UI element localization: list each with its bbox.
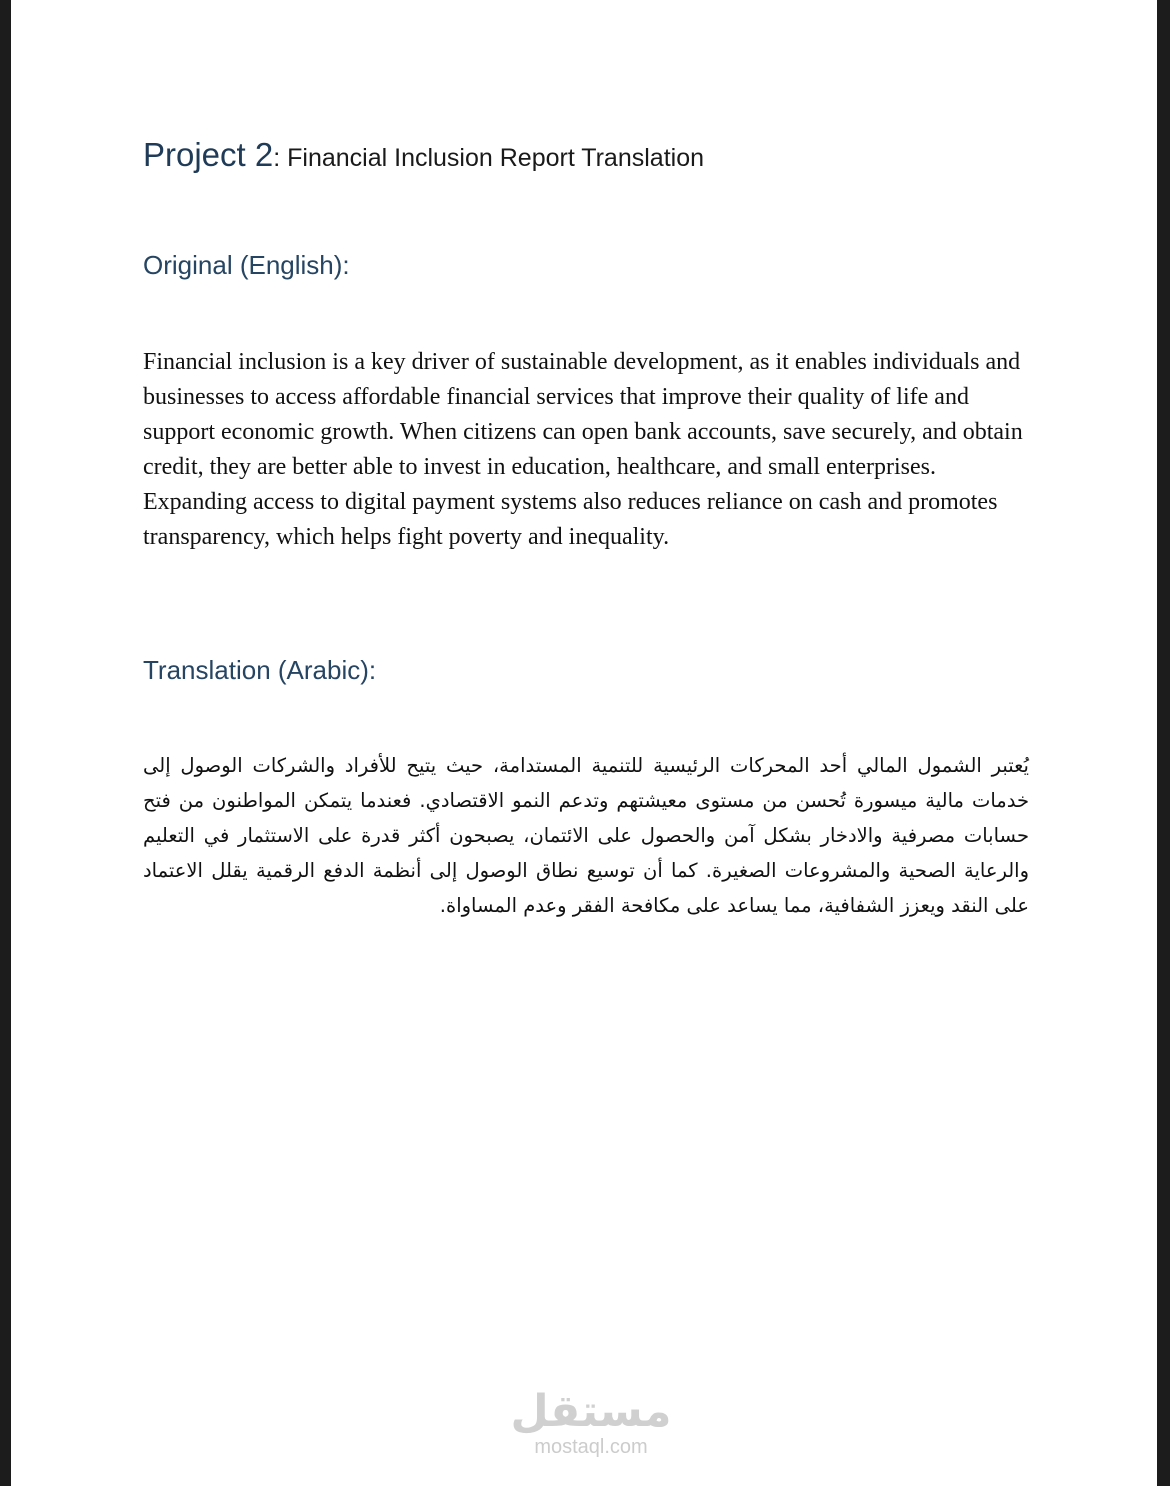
arabic-translation-paragraph: يُعتبر الشمول المالي أحد المحركات الرئيسية للتنمية المستدامة، حيث يتيح للأفراد والشركات الوصول إلى خدمات مالية ميسورة تُحسن من مستوى معيشتهم وتدعم النمو الاقتصادي. فعندما يتمكن المواطنون من فتح حسابات مصرفية والادخار بشكل آمن والحصول على الائتمان، يصبحون أكثر قدرة على الاستثمار في التعليم والرعاية الصحية والمشروعات الصغيرة. كما أن توسيع نطاق الوصول إلى أنظمة الدفع الرقمية يقلل الاعتماد على النقد ويعزز الشفافية، مما يساعد على مكافحة الفقر وعدم المساواة.: [143, 754, 1029, 917]
translation-heading: Translation (Arabic):: [143, 655, 377, 685]
document-page: [11, 0, 1157, 1486]
original-heading: Original (English):: [143, 250, 350, 280]
title-project-name: : Financial Inclusion Report Translation: [273, 144, 705, 172]
title-project-number: Project 2: [143, 136, 274, 173]
watermark-domain: mostaql.com: [534, 1436, 648, 1458]
watermark-logo: مستقل: [510, 1386, 672, 1437]
page-title: [143, 136, 704, 174]
mostaql-watermark: [501, 1388, 681, 1458]
original-english-paragraph: Financial inclusion is a key driver of sustainable development, as it enables individuals and businesses to access affordable financial services that improve their quality of life and support economic growth. When citizens can open bank accounts, save securely, and obtain credit, they are better able to invest in education, healthcare, and small enterprises. Expanding access to digital payment systems also reduces reliance on cash and promotes transparency, which helps fight poverty and inequality.: [143, 349, 1023, 550]
